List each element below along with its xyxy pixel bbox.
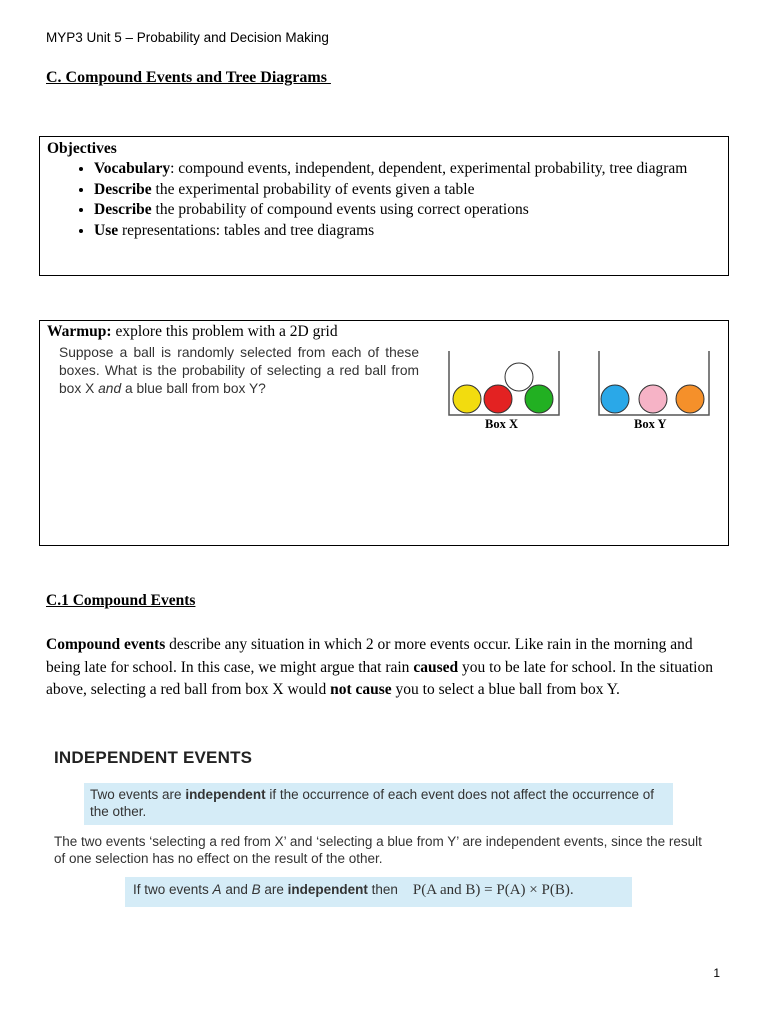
ball-red [484,385,512,413]
formula-equation: P(A and B) = P(A) × P(B). [412,882,574,898]
box-y-label: Box Y [634,417,667,431]
independent-events-heading: INDEPENDENT EVENTS [54,748,253,767]
box-y-figure [598,351,718,417]
objective-item: • Use representations: tables and tree diagrams [94,221,721,242]
ball-white [505,363,533,391]
objectives-box [39,136,729,276]
box-x-label: Box X [485,417,518,431]
objective-item: • Describe the experimental probability of events given a table [94,180,721,201]
objective-item: • Describe the probability of compound events using correct operations [94,200,721,221]
ball-blue [601,385,629,413]
independence-formula: If two events A and B are independent then P(A and B) = P(A) × P(B). [125,877,632,907]
independent-explanation: The two events ‘selecting a red from X’ and ‘selecting a blue from Y’ are independent events, since the result of one selection has no effect on the result of the other. [54,834,702,866]
objective-item: • Vocabulary: compound events, independent, dependent, experimental probability, tree diagram [94,159,721,180]
ball-green [525,385,553,413]
warmup-question: Suppose a ball is randomly selected from each of these boxes. What is the probability of selecting a red ball from box X and a blue ball from box Y? [59,345,419,396]
page-header: MYP3 Unit 5 – Probability and Decision Making [46,30,329,45]
warmup-box [39,320,729,546]
ball-orange [676,385,704,413]
objectives-heading: Objectives [47,140,117,157]
box-x-figure [448,351,568,417]
ball-yellow [453,385,481,413]
ball-pink [639,385,667,413]
compound-events-paragraph: Compound events describe any situation in which 2 or more events occur. Like rain in the morning and being late for school. In this case, we might argue that rain caused you to be late for school. In the situation above, selecting a red ball from box X would not cause you to select a blue ball from box Y. [46,636,713,698]
independent-definition: Two events are independent if the occurrence of each event does not affect the occurrence of the other. [84,783,673,825]
warmup-instruction: Warmup: explore this problem with a 2D grid [47,323,338,340]
objectives-list [47,159,721,241]
section-title: C. Compound Events and Tree Diagrams [46,69,331,86]
c1-title: C.1 Compound Events [46,592,196,609]
page-number: 1 [713,966,720,980]
